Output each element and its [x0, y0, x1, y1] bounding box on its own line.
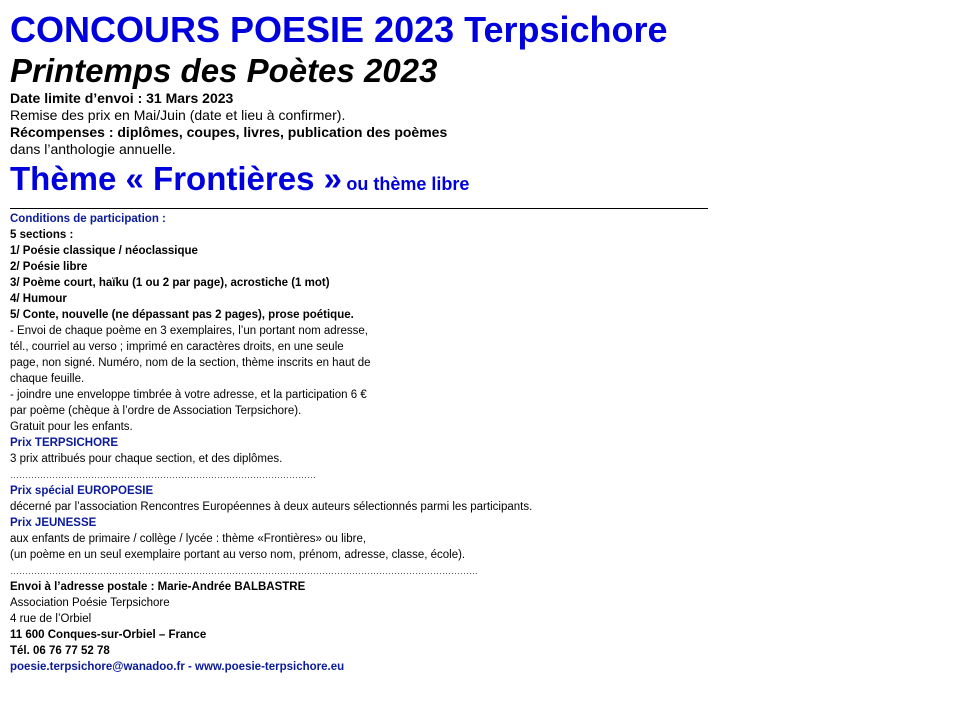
rule-line: page, non signé. Numéro, nom de la section, thème inscrits en haut de	[10, 357, 371, 369]
separator: …………………………………………………………………………………………	[10, 470, 316, 480]
deadline: Date limite d’envoi : 31 Mars 2023	[10, 90, 234, 106]
prize-europoesie-text: décerné par l’association Rencontres Européennes à deux auteurs sélectionnés parmi les participants.	[10, 501, 533, 513]
awards-ceremony: Remise des prix en Mai/Juin (date et lieu à confirmer).	[10, 107, 346, 123]
rule-line: chaque feuille.	[10, 373, 85, 385]
prize-terpsichore-title: Prix TERPSICHORE	[10, 437, 118, 449]
rule-line: Gratuit pour les enfants.	[10, 421, 133, 433]
key-info	[10, 90, 950, 158]
divider	[10, 208, 708, 209]
theme-alt: ou thème libre	[346, 174, 470, 194]
address-line: 11 600 Conques-sur-Orbiel – France	[10, 629, 207, 641]
prize-terpsichore-text: 3 prix attribués pour chaque section, et des diplômes.	[10, 453, 283, 465]
conditions-heading: Conditions de participation :	[10, 213, 166, 225]
page-subtitle: Printemps des Poètes 2023	[10, 52, 438, 89]
theme-main: Thème « Frontières »	[10, 160, 342, 197]
rule-line: par poème (chèque à l’ordre de Association Terpsichore).	[10, 405, 302, 417]
section-item: 4/ Humour	[10, 293, 67, 305]
prize-jeunesse-text: aux enfants de primaire / collège / lycée : thème «Frontières» ou libre,	[10, 533, 367, 545]
section-item: 2/ Poésie libre	[10, 261, 88, 273]
separator: …………………………………………………………………………………………………………………………………………	[10, 566, 478, 576]
address-line: Association Poésie Terpsichore	[10, 597, 170, 609]
section-item: 1/ Poésie classique / néoclassique	[10, 245, 198, 257]
prize-europoesie-title: Prix spécial EUROPOESIE	[10, 485, 154, 497]
page-title: CONCOURS POESIE 2023 Terpsichore	[10, 9, 668, 50]
section-item: 5/ Conte, nouvelle (ne dépassant pas 2 pages), prose poétique.	[10, 309, 354, 321]
rewards-continued: dans l’anthologie annuelle.	[10, 141, 176, 157]
address-line: Envoi à l’adresse postale : Marie-Andrée BALBASTRE	[10, 581, 306, 593]
conditions-block	[10, 211, 950, 675]
contact-links: poesie.terpsichore@wanadoo.fr - www.poesie-terpsichore.eu	[10, 661, 345, 673]
section-item: 3/ Poème court, haïku (1 ou 2 par page), acrostiche (1 mot)	[10, 277, 330, 289]
theme-line	[10, 159, 950, 206]
address-line: 4 rue de l’Orbiel	[10, 613, 92, 625]
prize-jeunesse-text: (un poème en un seul exemplaire portant au verso nom, prénom, adresse, classe, école).	[10, 549, 466, 561]
rewards: Récompenses : diplômes, coupes, livres, publication des poèmes	[10, 124, 448, 140]
sections-count: 5 sections :	[10, 229, 74, 241]
flyer-page	[10, 8, 950, 675]
rule-line: tél., courriel au verso ; imprimé en caractères droits, en une seule	[10, 341, 344, 353]
prize-jeunesse-title: Prix JEUNESSE	[10, 517, 97, 529]
phone: Tél. 06 76 77 52 78	[10, 645, 110, 657]
rule-line: - joindre une enveloppe timbrée à votre adresse, et la participation 6 €	[10, 389, 367, 401]
rule-line: - Envoi de chaque poème en 3 exemplaires, l’un portant nom adresse,	[10, 325, 368, 337]
